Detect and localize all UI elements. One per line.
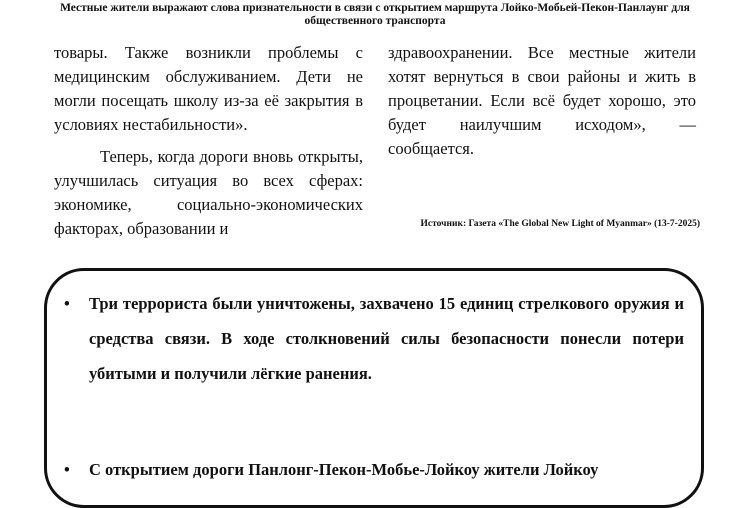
bullet-item xyxy=(62,452,684,487)
left-paragraph-2: Теперь, когда дороги вновь открыты, улучшилась ситуация во всех сферах: экономике, социально-экономических факторах, образовании и xyxy=(54,147,363,238)
left-column xyxy=(54,41,363,241)
bullet-icon: • xyxy=(64,460,70,479)
summary-bullet-list xyxy=(62,286,684,487)
bullet-item xyxy=(62,286,684,391)
bullet-text: Три террориста были уничтожены, захвачено 15 единиц стрелкового оружия и средства связи. В ходе столкновений силы безопасности понесли потери убитыми и получили лёгкие ранения. xyxy=(89,294,684,383)
article-title: Местные жители выражают слова признательности в связи с открытием маршрута Лойко-Мобьей-Пекон-Панлаунг для общественного транспорта xyxy=(60,2,690,27)
right-paragraph-1: здравоохранении. Все местные жители хотят вернуться в свои районы и жить в процветании. Если всё будет хорошо, это будет наилучшим исходом», — сообщается. xyxy=(388,43,696,158)
right-column xyxy=(388,41,696,161)
left-paragraph-1: товары. Также возникли проблемы с медицинским обслуживанием. Дети не могли посещать школу из-за её закрытия в условиях нестабильности». xyxy=(54,43,363,134)
bullet-text: С открытием дороги Панлонг-Пекон-Мобье-Лойкоу жители Лойкоу xyxy=(89,460,599,479)
bullet-icon: • xyxy=(64,294,70,313)
source-citation: Источник: Газета «The Global New Light of Myanmar» (13-7-2025) xyxy=(420,219,700,229)
